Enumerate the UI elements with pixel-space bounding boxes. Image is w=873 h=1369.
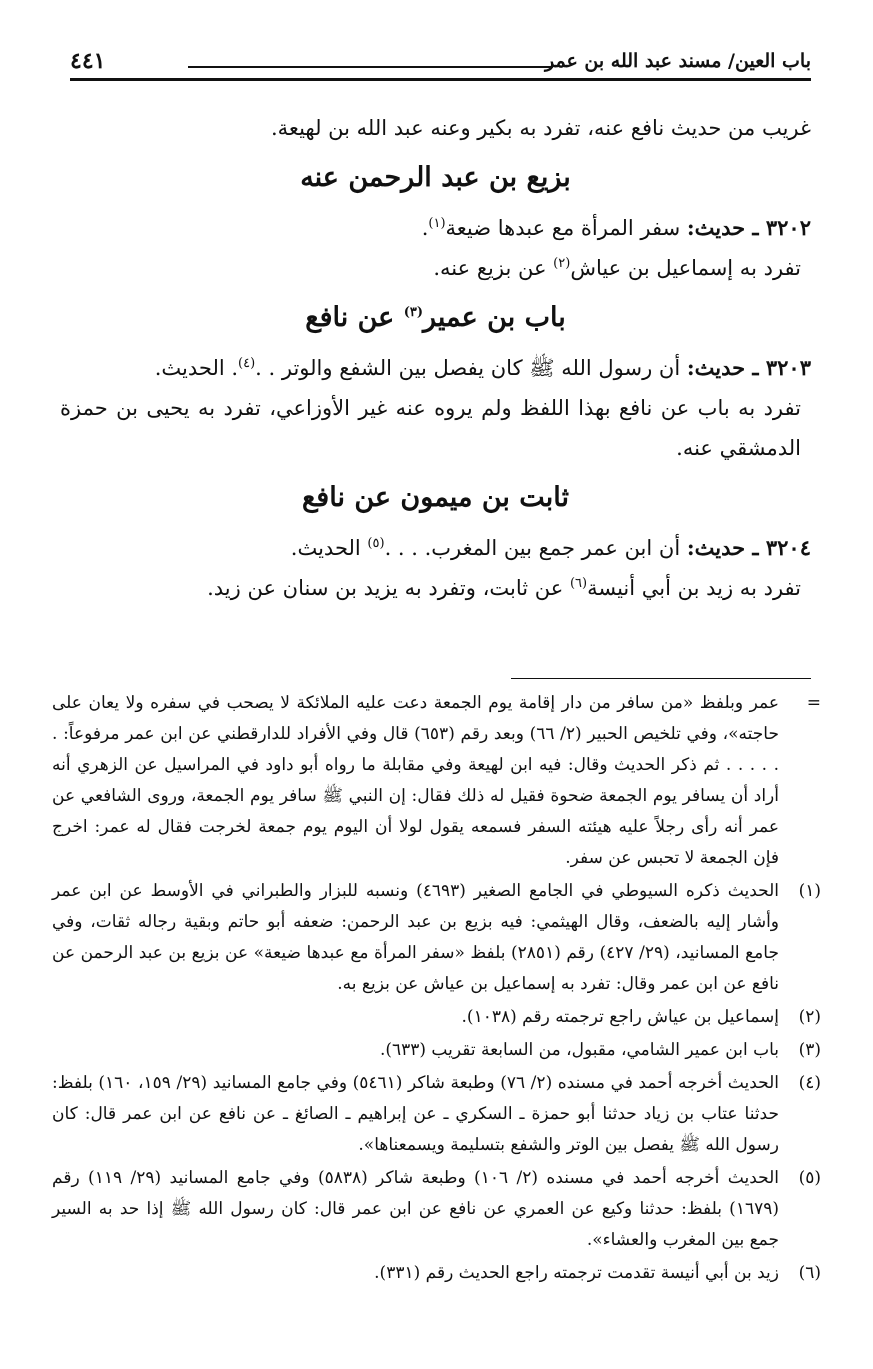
footnote-divider bbox=[511, 678, 811, 679]
hadith-end: . bbox=[421, 216, 429, 240]
footnote-ref: (١) bbox=[428, 216, 446, 231]
footnote-mark: (٣) bbox=[798, 1040, 821, 1060]
heading-part: باب بن عمير bbox=[423, 302, 566, 333]
page-number: ٤٤١ bbox=[70, 48, 106, 74]
hadith-number: ٣٢٠٣ ـ حديث: bbox=[686, 355, 811, 380]
footnote-text: زيد بن أبي أنيسة تقدمت ترجمته راجع الحديث رقم (٣٣١). bbox=[374, 1263, 779, 1283]
footnote-ref: (٥) bbox=[367, 536, 385, 551]
footnote-2 bbox=[52, 1002, 821, 1033]
hadith-text: أن رسول الله ﷺ كان يفصل بين الشفع والوتر . . bbox=[255, 356, 681, 380]
footnote-mark: (٤) bbox=[798, 1073, 821, 1093]
footnote-text: إسماعيل بن عياش راجع ترجمته رقم (١٠٣٨). bbox=[461, 1007, 779, 1027]
footnote-text: باب ابن عمير الشامي، مقبول، من السابعة تقريب (٦٣٣). bbox=[379, 1040, 779, 1060]
header-title: باب العين/ مسند عبد الله بن عمر bbox=[545, 50, 811, 72]
footnote-continuation bbox=[52, 688, 821, 874]
footnotes bbox=[52, 688, 821, 1291]
footnote-ref: (٣) bbox=[403, 305, 423, 320]
footnote-mark: (٥) bbox=[798, 1168, 821, 1188]
hadith-number: ٣٢٠٢ ـ حديث: bbox=[686, 215, 811, 240]
text-part: عن بزيع عنه. bbox=[433, 256, 547, 280]
section-heading-bab bbox=[60, 292, 811, 344]
footnote-5 bbox=[52, 1163, 821, 1256]
footnote-ref: (٢) bbox=[553, 256, 571, 271]
footnote-ref: (٤) bbox=[238, 356, 256, 371]
footnote-text: عمر وبلفظ «من سافر من دار إقامة يوم الجمعة دعت عليه الملائكة لا يصحب في سفره ولا يعان على حاجته»، وفي تلخيص الحبير (٢/ ٦٦) وبعد رقم (٦٥٣) قال وفي الأفراد للدارقطني عن ابن عمر مرفوعاً: . . . . . . ثم ذكر الحديث وقال: فيه ابن لهيعة وفي مقابلة ما رواه أبو داود في المراسيل عن الزهري أنه أراد أن يسافر يوم الجمعة ضحوة فقيل له ذلك فقال: إن النبي ﷺ سافر يوم الجمعة، وروى الشافعي عن عمر أنه رأى رجلاً عليه هيئته السفر فسمعه يقول لولا أن اليوم يوم جمعة لخرجت فقال له عمر: اخرج فإن الجمعة لا تحبس عن سفر. bbox=[52, 693, 779, 868]
footnote-4 bbox=[52, 1068, 821, 1161]
footnote-mark: (٦) bbox=[798, 1263, 821, 1283]
header-rule bbox=[188, 66, 553, 68]
main-text bbox=[60, 108, 811, 608]
hadith-3202 bbox=[60, 208, 811, 248]
text-part: تفرد به إسماعيل بن عياش bbox=[570, 256, 801, 280]
text-part: تفرد به زيد بن أبي أنيسة bbox=[587, 576, 801, 600]
hadith-text: أن ابن عمر جمع بين المغرب. . . . bbox=[384, 536, 681, 560]
hadith-number: ٣٢٠٤ ـ حديث: bbox=[686, 535, 811, 560]
footnote-6 bbox=[52, 1258, 821, 1289]
hadith-3203 bbox=[60, 348, 811, 388]
footnote-ref: (٦) bbox=[569, 576, 588, 591]
paragraph-tafarrud-1 bbox=[60, 248, 811, 288]
hadith-3204 bbox=[60, 528, 811, 568]
text-part: عن ثابت، وتفرد به يزيد بن سنان عن زيد. bbox=[207, 576, 564, 600]
footnote-mark: (٢) bbox=[798, 1007, 821, 1027]
footnote-1 bbox=[52, 876, 821, 1000]
footnote-text: الحديث ذكره السيوطي في الجامع الصغير (٤٦٩٣) ونسبه للبزار والطبراني في الأوسط عن ابن عمر وأشار إليه بالضعف، وقال الهيثمي: فيه بزيع بن عبد الرحمن: ضعفه أبو حاتم وبقية رجاله ثقات، وفي جامع المسانيد، (٢٩/ ٤٢٧) رقم (٢٨٥١) بلفظ «سفر المرأة مع عبدها ضيعة» عن بزيع بن عبد الرحمن عن نافع عن ابن عمر وقال: تفرد به إسماعيل بن عياش عن بزيع به. bbox=[52, 881, 779, 994]
heading-part: عن نافع bbox=[305, 302, 395, 333]
footnote-text: الحديث أخرجه أحمد في مسنده (٢/ ١٠٦) وطبعة شاكر (٥٨٣٨) وفي جامع المسانيد (٢٩/ ١١٩) رقم (١٦٧٩) بلفظ: حدثنا وكيع عن العمري عن نافع عن ابن عمر قال: كان رسول الله ﷺ إذا حد به السير جمع بين المغرب والعشاء». bbox=[52, 1168, 779, 1250]
paragraph-intro: غريب من حديث نافع عنه، تفرد به بكير وعنه عبد الله بن لهيعة. bbox=[271, 116, 811, 140]
footnote-mark: (١) bbox=[798, 881, 821, 901]
footnote-text: الحديث أخرجه أحمد في مسنده (٢/ ٧٦) وطبعة شاكر (٥٤٦١) وفي جامع المسانيد (٢٩/ ١٥٩، ١٦٠) بلفظ: حدثنا عتاب بن زياد حدثنا أبو حمزة ـ السكري ـ عن إبراهيم ـ الصائغ ـ عن نافع عن ابن عمر قال: كان رسول الله ﷺ يفصل بين الوتر والشفع بتسليمة ويسمعناها». bbox=[52, 1073, 780, 1155]
section-heading-bazi: بزيع بن عبد الرحمن عنه bbox=[300, 162, 571, 193]
section-heading-thabit: ثابت بن ميمون عن نافع bbox=[301, 482, 570, 513]
running-header bbox=[70, 38, 811, 81]
footnote-3 bbox=[52, 1035, 821, 1066]
footnote-mark: = bbox=[806, 693, 821, 713]
paragraph-tafarrud-3 bbox=[60, 568, 811, 608]
hadith-text: سفر المرأة مع عبدها ضيعة bbox=[445, 216, 681, 240]
hadith-end: . الحديث. bbox=[154, 356, 239, 380]
paragraph-tafarrud-2: تفرد به باب عن نافع بهذا اللفظ ولم يروه عنه غير الأوزاعي، تفرد به يحيى بن حمزة الدمشقي عنه. bbox=[60, 396, 801, 460]
hadith-end: الحديث. bbox=[290, 536, 361, 560]
